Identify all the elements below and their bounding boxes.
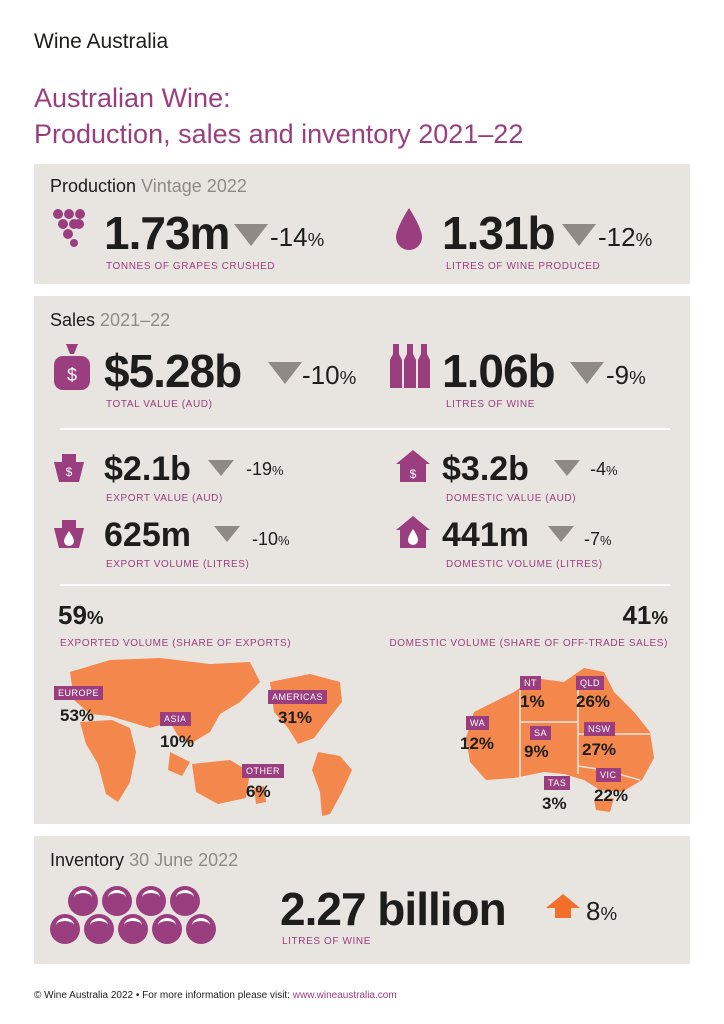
down-arrow-icon [548, 526, 574, 542]
domestic-share: 41% [622, 600, 668, 630]
map-label-asia: ASIA [160, 712, 191, 726]
total-sales-change: -10% [302, 360, 357, 390]
down-arrow-icon [562, 224, 596, 246]
map-value-nt: 1% [520, 692, 545, 711]
domestic-value-caption: DOMESTIC VALUE (AUD) [446, 493, 577, 504]
map-label-europe: EUROPE [54, 686, 103, 700]
world-map [50, 652, 360, 820]
export-volume: 625m [104, 516, 191, 554]
divider [60, 428, 670, 430]
map-label-other: OTHER [242, 764, 284, 778]
map-label-nt: NT [520, 676, 541, 690]
export-volume-caption: EXPORT VOLUME (LITRES) [106, 559, 250, 570]
map-value-americas: 31% [278, 708, 313, 727]
wine-volume-caption: LITRES OF WINE PRODUCED [446, 261, 601, 272]
money-bag-icon [52, 342, 92, 392]
footer-link[interactable]: www.wineaustralia.com [292, 990, 397, 1001]
export-value-change: -19% [246, 459, 284, 479]
map-value-asia: 10% [160, 732, 195, 751]
export-value: $2.1b [104, 450, 191, 488]
down-arrow-icon [570, 362, 604, 384]
exported-share-caption: EXPORTED VOLUME (SHARE OF EXPORTS) [60, 638, 292, 649]
map-value-europe: 53% [60, 706, 95, 725]
sales-heading: Sales 2021–22 [50, 310, 171, 330]
map-label-wa: WA [466, 716, 489, 730]
down-arrow-icon [208, 460, 234, 476]
domestic-volume-change: -7% [584, 529, 612, 549]
sales-litres-value: 1.06b [442, 345, 555, 397]
grapes-value: 1.73m [104, 207, 230, 259]
inventory-change: 8% [586, 896, 618, 926]
map-label-sa: SA [530, 726, 551, 740]
domestic-value-change: -4% [590, 459, 618, 479]
sales-panel [34, 296, 690, 824]
down-arrow-icon [214, 526, 240, 542]
domestic-value: $3.2b [442, 450, 529, 488]
map-value-nsw: 27% [582, 740, 617, 759]
grapes-change: -14% [270, 222, 325, 252]
inventory-heading: Inventory 30 June 2022 [50, 850, 239, 870]
map-value-other: 6% [246, 782, 271, 801]
map-label-americas: AMERICAS [268, 690, 327, 704]
title-line-1: Australian Wine: [34, 83, 231, 113]
svg-text:$: $ [66, 365, 78, 385]
map-label-tas: TAS [544, 776, 570, 790]
domestic-volume: 441m [442, 516, 529, 554]
brand-name: Wine Australia [34, 30, 169, 53]
down-arrow-icon [268, 362, 302, 384]
export-volume-icon [54, 518, 84, 548]
footer: © Wine Australia 2022 • For more information please visit: www.wineaustralia.com [34, 990, 397, 1001]
title-line-2: Production, sales and inventory 2021–22 [34, 119, 524, 149]
sales-litres-caption: LITRES OF WINE [446, 399, 535, 410]
map-label-qld: QLD [576, 676, 604, 690]
domestic-volume-icon [396, 516, 430, 548]
inventory-caption: LITRES OF WINE [282, 936, 371, 947]
page-title [34, 80, 523, 152]
domestic-value-icon [396, 450, 430, 482]
inventory-value: 2.27 billion [280, 883, 506, 935]
divider [60, 584, 670, 586]
total-sales-value: $5.28b [104, 345, 242, 397]
grapes-icon [52, 206, 92, 250]
map-label-nsw: NSW [584, 722, 615, 736]
svg-text:$: $ [65, 465, 73, 479]
up-arrow-icon [546, 894, 580, 918]
map-value-qld: 26% [576, 692, 611, 711]
sales-litres-change: -9% [606, 360, 646, 390]
wine-volume-change: -12% [598, 222, 653, 252]
domestic-volume-caption: DOMESTIC VOLUME (LITRES) [446, 559, 603, 570]
production-panel [34, 164, 690, 284]
down-arrow-icon [234, 224, 268, 246]
wine-bottles-icon [390, 344, 430, 388]
map-label-vic: VIC [596, 768, 621, 782]
export-value-icon [54, 452, 84, 482]
down-arrow-icon [554, 460, 580, 476]
map-value-sa: 9% [524, 742, 549, 761]
total-sales-caption: TOTAL VALUE (AUD) [106, 399, 213, 410]
export-volume-change: -10% [252, 529, 290, 549]
svg-text:$: $ [409, 467, 417, 481]
wine-volume-value: 1.31b [442, 207, 555, 259]
grapes-caption: TONNES OF GRAPES CRUSHED [106, 261, 276, 272]
production-heading: Production Vintage 2022 [50, 176, 247, 196]
domestic-share-caption: DOMESTIC VOLUME (SHARE OF OFF-TRADE SALES) [389, 638, 668, 649]
map-value-wa: 12% [460, 734, 495, 753]
map-value-vic: 22% [594, 786, 629, 805]
inventory-panel [34, 836, 690, 964]
export-value-caption: EXPORT VALUE (AUD) [106, 493, 223, 504]
map-value-tas: 3% [542, 794, 567, 813]
exported-share: 59% [58, 600, 104, 630]
wine-drop-icon [396, 208, 422, 250]
